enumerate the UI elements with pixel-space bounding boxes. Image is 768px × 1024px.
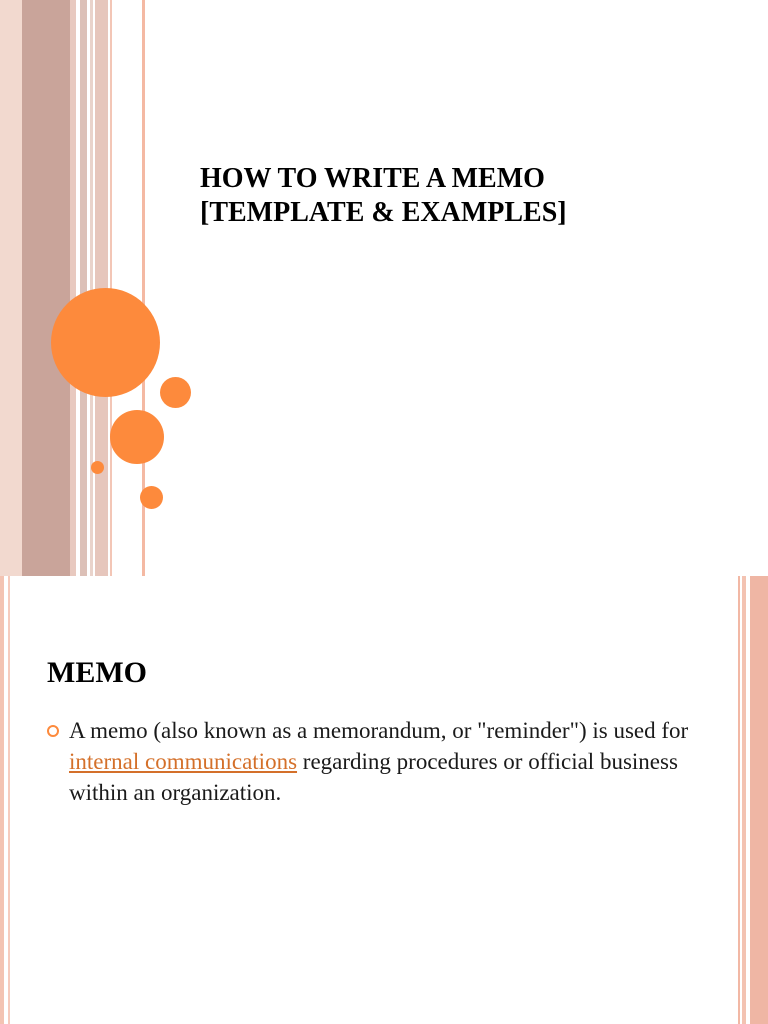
decorative-stripe: [70, 0, 76, 576]
bullet-text-after: regarding procedures or official business within an organization.: [69, 749, 678, 805]
decorative-circle-small: [140, 486, 163, 509]
bullet-circle-icon: [47, 725, 59, 737]
slide-heading: MEMO: [47, 656, 147, 689]
decorative-stripe: [0, 0, 22, 576]
title-line-2: [TEMPLATE & EXAMPLES]: [200, 197, 567, 228]
decorative-stripe: [22, 0, 70, 576]
decorative-stripe: [742, 576, 746, 1024]
decorative-circle-large: [51, 288, 160, 397]
bullet-text-before: A memo (also known as a memorandum, or "reminder") is used for: [69, 718, 689, 743]
decorative-circle-medium: [110, 410, 164, 464]
title-line-1: HOW TO WRITE A MEMO: [200, 163, 545, 194]
decorative-stripe: [750, 576, 768, 1024]
decorative-stripe: [90, 0, 93, 576]
slide-title: [200, 162, 740, 230]
content-slide: [0, 576, 768, 1024]
bullet-text: [69, 715, 699, 808]
decorative-circle-tiny: [91, 461, 104, 474]
internal-communications-link[interactable]: internal communications: [69, 749, 298, 774]
decorative-stripe: [738, 576, 740, 1024]
decorative-stripe: [8, 576, 10, 1024]
decorative-circle-small: [160, 377, 191, 408]
decorative-stripe: [0, 576, 4, 1024]
decorative-stripe: [80, 0, 87, 576]
